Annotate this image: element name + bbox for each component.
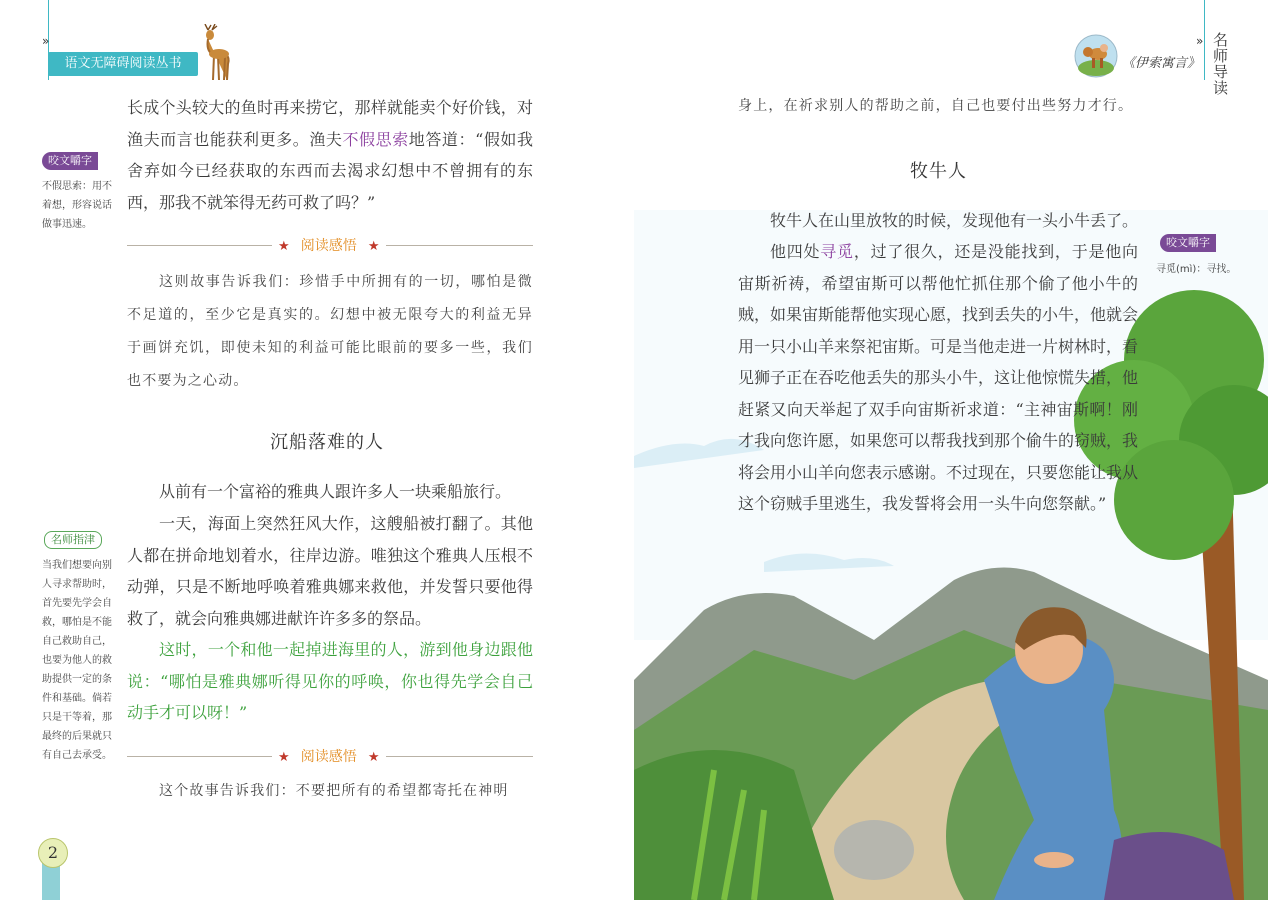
vocab-highlight: 不假思索 bbox=[342, 129, 409, 149]
page-number: 2 bbox=[38, 838, 68, 868]
teacher-tag: 名师指津 bbox=[44, 531, 102, 549]
paragraph-text: 他四处 bbox=[770, 242, 821, 261]
vertical-section-label: 名师导读 bbox=[1211, 32, 1229, 96]
story-paragraph: 从前有一个富裕的雅典人跟许多人一块乘船旅行。 bbox=[159, 482, 512, 501]
insight-heading bbox=[272, 746, 386, 766]
story-paragraph: 牧牛人在山里放牧的时候，发现他有一头小牛丢了。 bbox=[770, 211, 1139, 230]
insight-heading bbox=[272, 235, 386, 255]
insight-text: 这则故事告诉我们：珍惜手中所拥有的一切，哪怕是微不足道的，至少它是真实的。幻想中被无限夸大的利益无异于画饼充饥，即使未知的利益可能比眼前的要多一些，我们也不要为之心动。 bbox=[127, 274, 533, 389]
paragraph-text: ，过了很久，还是没能找到，于是他向宙斯祈祷，希望宙斯可以帮他忙抓住那个偷了他小牛的贼，如果宙斯能帮他实现心愿，找到丢失的小牛，他就会用一只小山羊来祭祀宙斯。可是当他走进一片树林时，看见狮子正在吞吃他丢失的那头小牛，这让他惊慌失措，他赶紧又向天举起了双手向宙斯祈求道：“主神宙斯啊！刚才我向您许愿，如果您可以帮我找到那个偷牛的窃贼，我将会用小山羊向您表示感谢。不过现在，只要您能让我从这个窃贼手里逃生，我发誓将会用一头牛向您祭献。” bbox=[738, 242, 1139, 513]
deer-icon bbox=[194, 24, 234, 82]
star-icon: ★ bbox=[367, 750, 380, 765]
story-title: 沉船落难的人 bbox=[270, 432, 384, 453]
fable-illustration-icon bbox=[1074, 34, 1118, 78]
star-icon: ★ bbox=[278, 750, 290, 765]
book-title: 《伊索寓言》 bbox=[1122, 56, 1201, 71]
insight-text: 这个故事告诉我们：不要把所有的希望都寄托在神明 bbox=[159, 783, 509, 799]
story-paragraph-highlight: 这时，一个和他一起掉进海里的人，游到他身边跟他说：“哪怕是雅典娜听得见你的呼唤，你也得先学会自己动手才可以呀！” bbox=[127, 640, 533, 722]
vocab-tag: 咬文嚼字 bbox=[42, 152, 98, 170]
paragraph-text: 长成个头较大的鱼时再来捞它，那样就能卖个好价钱，对渔夫而言也能获利更多。渔夫 bbox=[127, 98, 533, 149]
vocab-highlight: 寻觅 bbox=[820, 242, 854, 261]
teacher-note: 当我们想要向别人寻求帮助时，首先要先学会自救，哪怕是不能自己救助自己，也要为他人的救助提供一定的条件和基础。倘若只是干等着，那最终的后果就只有自己去承受。 bbox=[42, 560, 112, 761]
double-chevron-icon: » bbox=[1196, 34, 1204, 48]
series-label: 语文无障碍阅读丛书 bbox=[48, 52, 198, 76]
star-icon: ★ bbox=[278, 239, 290, 254]
story-paragraph bbox=[738, 236, 1138, 520]
paragraph-text: 地答道：“假如我舍弃如今已经获取的东西而去渴求幻想中不曾拥有的东西，那我不就笨得无药可救了吗？” bbox=[127, 129, 533, 212]
story-title: 牧牛人 bbox=[910, 161, 967, 182]
double-chevron-icon: » bbox=[42, 34, 50, 48]
right-header-line bbox=[1204, 0, 1205, 80]
vocab-note: 不假思索：用不着想，形容说话做事迅速。 bbox=[42, 181, 112, 230]
insight-label: 阅读感悟 bbox=[295, 749, 363, 765]
paragraph-continuation bbox=[127, 92, 533, 218]
star-icon: ★ bbox=[367, 239, 380, 254]
story-paragraph: 一天，海面上突然狂风大作，这艘船被打翻了。其他人都在拼命地划着水，往岸边游。唯独这个雅典人压根不动弹，只是不断地呼唤着雅典娜来救他，并发誓只要他得救了，就会向雅典娜进献许许多多的祭品。 bbox=[127, 514, 533, 628]
insight-label: 阅读感悟 bbox=[295, 238, 363, 254]
insight-continuation: 身上，在祈求别人的帮助之前，自己也要付出些努力才行。 bbox=[738, 98, 1134, 114]
vocab-note: 寻觅(mì)：寻找。 bbox=[1156, 264, 1237, 275]
vocab-tag: 咬文嚼字 bbox=[1160, 234, 1216, 252]
